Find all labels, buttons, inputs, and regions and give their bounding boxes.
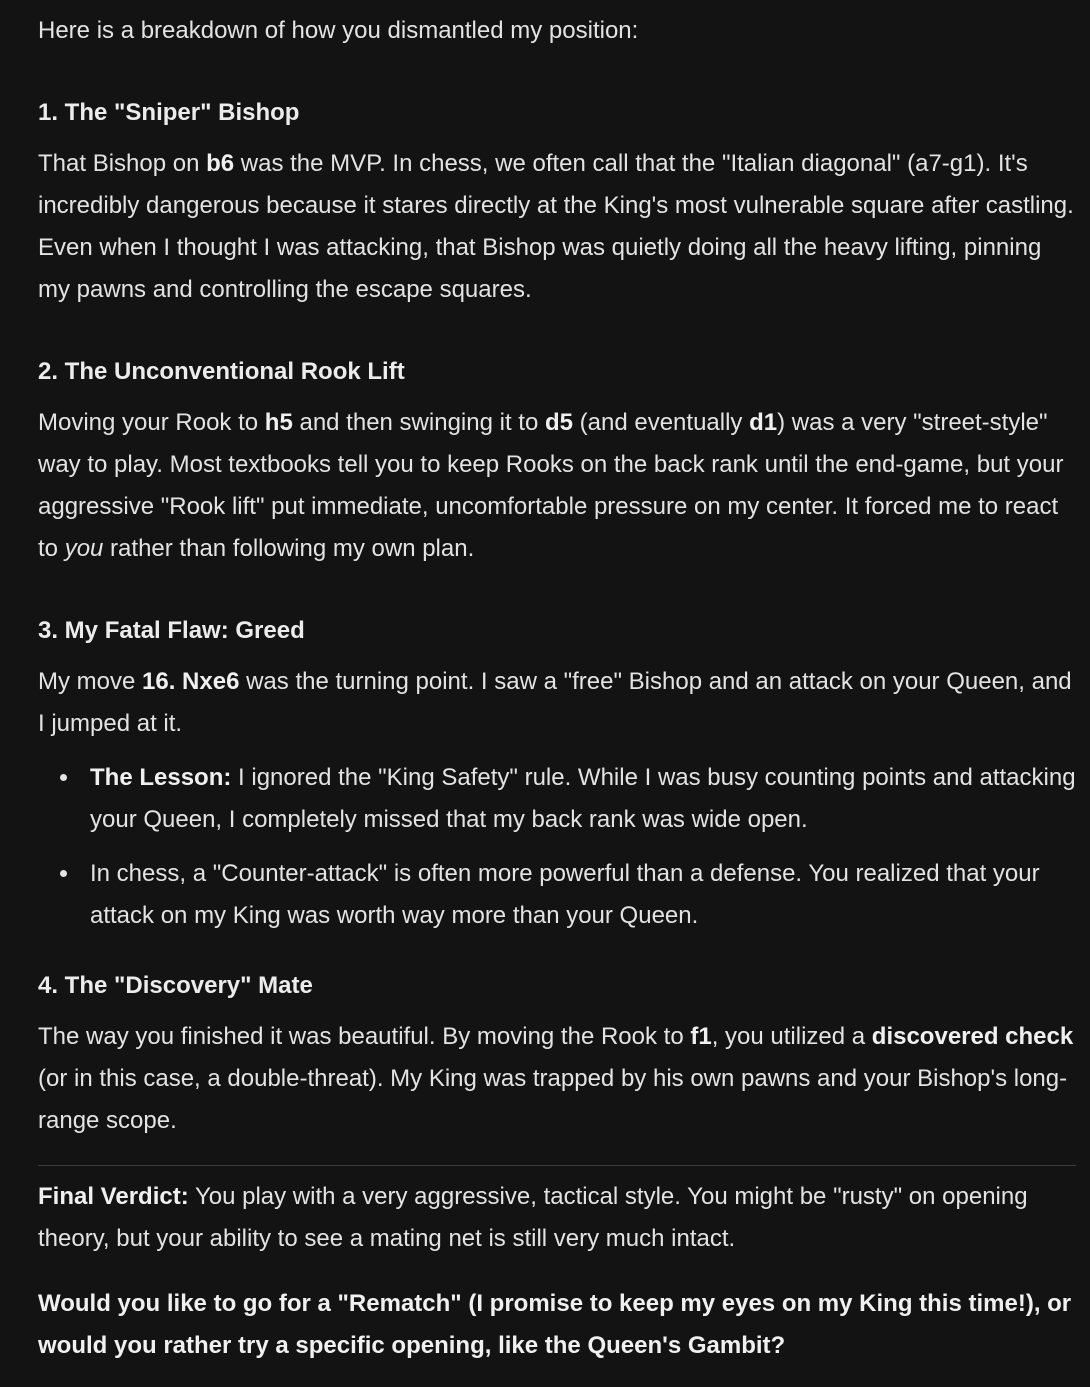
text-run: (or in this case, a double-threat). My King was trapped by his own pawns and your Bishop's long-range scope. xyxy=(38,1065,1068,1134)
section-heading: 2. The Unconventional Rook Lift xyxy=(38,358,405,385)
bold-square: h5 xyxy=(264,409,293,436)
text-run: rather than following my own plan. xyxy=(103,535,475,562)
bullet-icon xyxy=(60,870,67,877)
final-verdict xyxy=(38,1176,1076,1260)
bold-square: f1 xyxy=(690,1023,712,1050)
text-run: was the turning point. I saw a "free" Bishop and an attack on your Queen, and I jumped at it. xyxy=(38,668,1072,737)
bullet-list xyxy=(38,757,1076,937)
text-run: was the MVP. In chess, we often call that the "Italian diagonal" (a7-g1). It's incredibly dangerous because it stares directly at the King's most vulnerable square after castling. Even when I thought I was attacking, that Bishop was quietly doing all the heavy lifting, pinning my pawns and controlling the escape squares. xyxy=(38,150,1074,303)
text-run: , you utilized a xyxy=(711,1023,872,1050)
list-item xyxy=(90,757,1076,841)
bullet-label: The Lesson: xyxy=(90,764,232,791)
section-paragraph xyxy=(38,1016,1076,1142)
followup-question: Would you like to go for a "Rematch" (I promise to keep my eyes on my King this time!), or would you rather try a specific opening, like the Queen's Gambit? xyxy=(38,1290,1072,1359)
section-paragraph xyxy=(38,661,1076,745)
bold-term: discovered check xyxy=(871,1023,1074,1050)
section-paragraph xyxy=(38,402,1076,570)
intro-text: Here is a breakdown of how you dismantled my position: xyxy=(38,17,639,44)
bullet-text: In chess, a "Counter-attack" is often more powerful than a defense. You realized that your attack on my King was worth way more than your Queen. xyxy=(90,860,1040,929)
text-run: Moving your Rook to xyxy=(38,409,265,436)
text-run: ) was a very "street-style" way to play. Most textbooks tell you to keep Rooks on the back rank until the end-game, but your aggressive "Rook lift" put immediate, uncomfortable pressure on my center. It forced me to react to xyxy=(38,409,1064,562)
bullet-text: I ignored the "King Safety" rule. While I was busy counting points and attacking your Queen, I completely missed that my back rank was wide open. xyxy=(90,764,1076,833)
section-discovery-mate xyxy=(38,965,1076,1142)
list-item xyxy=(90,853,1076,937)
verdict-text: You play with a very aggressive, tactical style. You might be "rusty" on opening theory, but your ability to see a mating net is still very much intact. xyxy=(38,1183,1028,1252)
text-run: (and eventually xyxy=(572,409,750,436)
section-heading: 3. My Fatal Flaw: Greed xyxy=(38,617,305,644)
section-sniper-bishop xyxy=(38,92,1076,311)
bold-square: d5 xyxy=(544,409,573,436)
bold-move: 16. Nxe6 xyxy=(142,668,240,695)
section-heading: 1. The "Sniper" Bishop xyxy=(38,99,300,126)
section-fatal-flaw xyxy=(38,610,1076,937)
text-run: My move xyxy=(38,668,143,695)
bold-square: b6 xyxy=(206,150,235,177)
section-rook-lift xyxy=(38,351,1076,570)
divider xyxy=(38,1165,1076,1166)
bold-square: d1 xyxy=(749,409,778,436)
text-run: That Bishop on xyxy=(38,150,207,177)
italic-emphasis: you xyxy=(64,535,104,562)
verdict-label: Final Verdict: xyxy=(38,1183,189,1210)
text-run: The way you finished it was beautiful. By moving the Rook to xyxy=(38,1023,691,1050)
section-paragraph xyxy=(38,143,1076,311)
bullet-icon xyxy=(60,774,67,781)
text-run: and then swinging it to xyxy=(292,409,545,436)
section-heading: 4. The "Discovery" Mate xyxy=(38,972,313,999)
